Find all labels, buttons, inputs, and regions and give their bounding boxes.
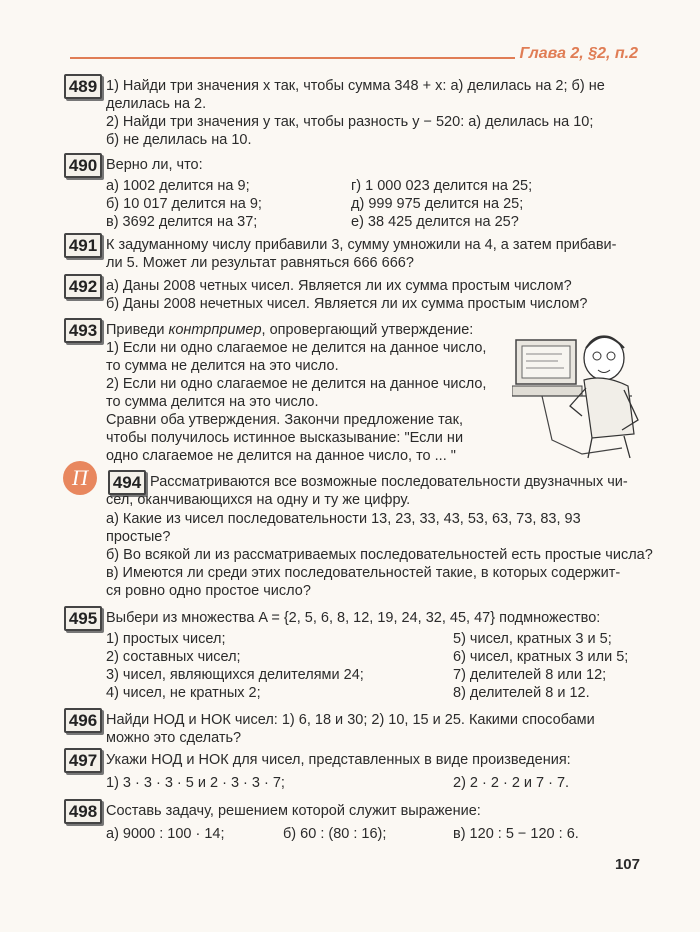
p495-item-7: 7) делителей 8 или 12;: [453, 667, 607, 683]
p496-line-1: Найди НОД и НОК чисел: 1) 6, 18 и 30; 2) 10, 15 и 25. Какими способами: [106, 712, 595, 728]
p493-line-4: 2) Если ни одно слагаемое не делится на данное число,: [106, 376, 487, 392]
problem-number-495: 495: [64, 606, 102, 631]
p489-line-2: делилась на 2.: [106, 96, 207, 112]
p496-line-2: можно это сделать?: [106, 730, 242, 746]
p493-line-1: [106, 322, 473, 338]
p490-item-d: д) 999 975 делится на 25;: [351, 196, 524, 212]
p489-line-4: б) не делилась на 10.: [106, 132, 252, 148]
p490-item-b: б) 10 017 делится на 9;: [106, 196, 262, 212]
p491-line-2: ли 5. Может ли результат равняться 666 666?: [106, 255, 414, 271]
p493-line-1c: , опровергающий утверждение:: [261, 322, 474, 338]
p494-line-1: Рассматриваются все возможные последовательности двузначных чи-: [150, 474, 628, 490]
problem-number-494: 494: [108, 470, 146, 495]
p494-line-3: а) Какие из чисел последовательности 13, 23, 33, 43, 53, 63, 73, 83, 93: [106, 511, 581, 527]
p498-line-1: Составь задачу, решением которой служит выражение:: [106, 803, 481, 819]
p489-line-1: 1) Найди три значения x так, чтобы сумма 348 + x: а) делилась на 2; б) не: [106, 78, 605, 94]
p495-item-6: 6) чисел, кратных 3 или 5;: [453, 649, 629, 665]
p493-line-8: одно слагаемое не делится на данное число, то ... ": [106, 448, 456, 464]
page-number: 107: [614, 856, 640, 873]
p490-item-v: в) 3692 делится на 37;: [106, 214, 258, 230]
p490-item-g: г) 1 000 023 делится на 25;: [351, 178, 533, 194]
problem-number-493: 493: [64, 318, 102, 343]
p497-expr-1: 1) 3 · 3 · 3 · 5 и 2 · 3 · 3 · 7;: [106, 775, 285, 791]
p493-line-5: то сумма делится на это число.: [106, 394, 319, 410]
problem-number-497: 497: [64, 748, 102, 773]
p495-item-2: 2) составных чисел;: [106, 649, 241, 665]
p498-expr-v: в) 120 : 5 − 120 : 6.: [453, 826, 579, 842]
p494-line-7: ся ровно одно простое число?: [106, 583, 311, 599]
p495-item-8: 8) делителей 8 и 12.: [453, 685, 590, 701]
p490-intro: Верно ли, что:: [106, 157, 203, 173]
p493-line-3: то сумма не делится на это число.: [106, 358, 339, 374]
p495-item-5: 5) чисел, кратных 3 и 5;: [453, 631, 612, 647]
p493-term-counterexample: контрпример: [168, 322, 262, 338]
p494-line-2: сел, оканчивающихся на одну и ту же цифру.: [106, 492, 411, 508]
p491-line-1: К задуманному числу прибавили 3, сумму умножили на 4, а затем прибави-: [106, 237, 617, 253]
p495-item-1: 1) простых чисел;: [106, 631, 226, 647]
p492-line-1: а) Даны 2008 четных чисел. Является ли их сумма простым числом?: [106, 278, 572, 294]
p495-item-4: 4) чисел, не кратных 2;: [106, 685, 261, 701]
student-computer-illustration: [512, 330, 644, 460]
p492-line-2: б) Даны 2008 нечетных чисел. Является ли их сумма простым числом?: [106, 296, 588, 312]
chapter-title: Глава 2, §2, п.2: [519, 45, 638, 62]
problem-number-489: 489: [64, 74, 102, 99]
p493-line-1a: Приведи: [106, 322, 169, 338]
p494-line-5: б) Во всякой ли из рассматриваемых последовательностей есть простые числа?: [106, 547, 653, 563]
p490-item-a: а) 1002 делится на 9;: [106, 178, 250, 194]
p495-item-3: 3) чисел, являющихся делителями 24;: [106, 667, 364, 683]
p494-line-6: в) Имеются ли среди этих последовательностей такие, в которых содержит-: [106, 565, 621, 581]
advanced-problem-badge: П: [63, 461, 97, 495]
p493-line-2: 1) Если ни одно слагаемое не делится на данное число,: [106, 340, 487, 356]
problem-number-491: 491: [64, 233, 102, 258]
p495-intro: Выбери из множества A = {2, 5, 6, 8, 12, 19, 24, 32, 45, 47} подмножество:: [106, 610, 601, 626]
p493-line-6: Сравни оба утверждения. Закончи предложение так,: [106, 412, 463, 428]
p494-line-4: простые?: [106, 529, 171, 545]
problem-number-498: 498: [64, 799, 102, 824]
header-rule: [70, 57, 515, 59]
problem-number-492: 492: [64, 274, 102, 299]
p498-expr-b: б) 60 : (80 : 16);: [283, 826, 387, 842]
p490-item-e: е) 38 425 делится на 25?: [351, 214, 519, 230]
p489-line-3: 2) Найди три значения y так, чтобы разность y − 520: а) делилась на 10;: [106, 114, 594, 130]
problem-number-496: 496: [64, 708, 102, 733]
p497-expr-2: 2) 2 · 2 · 2 и 7 · 7.: [453, 775, 570, 791]
p493-line-7: чтобы получилось истинное высказывание: "Если ни: [106, 430, 464, 446]
p497-line-1: Укажи НОД и НОК для чисел, представленных в виде произведения:: [106, 752, 571, 768]
p498-expr-a: а) 9000 : 100 · 14;: [106, 826, 225, 842]
problem-number-490: 490: [64, 153, 102, 178]
